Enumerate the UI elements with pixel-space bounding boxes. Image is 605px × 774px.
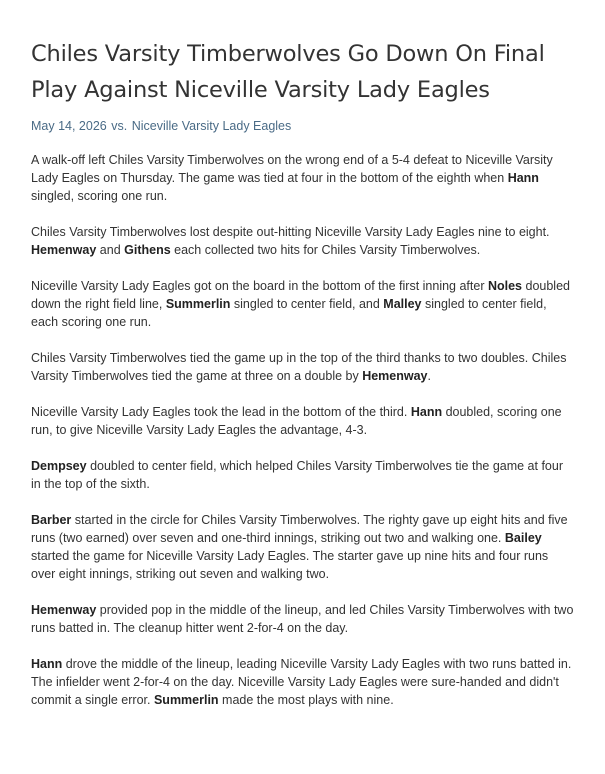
player-name: Bailey	[504, 531, 542, 545]
paragraph-text: Chiles Varsity Timberwolves tied the game up in the top of the third thanks to two doubles. Chiles Varsity Timberwolves tied the game at three on a double by	[31, 351, 567, 383]
player-name: Hemenway	[31, 243, 97, 257]
paragraph-text: Chiles Varsity Timberwolves lost despite out-hitting Niceville Varsity Lady Eagles nine to eight.	[31, 225, 550, 239]
player-name: Hann	[410, 405, 443, 419]
paragraph-text: provided pop in the middle of the lineup, and led Chiles Varsity Timberwolves with two runs batted in. The cleanup hitter went 2-for-4 on the day.	[31, 603, 574, 635]
game-date: May 14, 2026	[31, 119, 107, 133]
paragraph-text: .	[427, 369, 431, 383]
article-headline: Chiles Varsity Timberwolves Go Down On Final Play Against Niceville Varsity Lady Eagles	[31, 41, 545, 103]
paragraph-text: each collected two hits for Chiles Varsity Timberwolves.	[170, 243, 481, 257]
paragraph-text: doubled, scoring one run, to give Niceville Varsity Lady Eagles the advantage, 4-3.	[31, 405, 562, 437]
paragraph-text: made the most plays with nine.	[218, 693, 394, 707]
article-paragraph	[31, 223, 575, 259]
article-paragraph	[31, 511, 575, 583]
player-name: Barber	[31, 513, 72, 527]
article-paragraph	[31, 277, 575, 331]
paragraph-text: Niceville Varsity Lady Eagles got on the board in the bottom of the first inning after	[31, 279, 488, 293]
player-name: Hemenway	[362, 369, 428, 383]
paragraph-text: singled to center field, each scoring one run.	[31, 297, 547, 329]
article-paragraph	[31, 403, 575, 439]
paragraph-text: started the game for Niceville Varsity Lady Eagles. The starter gave up nine hits and four runs over eight innings, striking out seven and walking two.	[31, 549, 549, 581]
player-name: Hann	[31, 657, 63, 671]
article-paragraph	[31, 349, 575, 385]
paragraph-text: doubled to center field, which helped Chiles Varsity Timberwolves tie the game at four in the top of the sixth.	[31, 459, 563, 491]
player-name: Hann	[507, 171, 539, 185]
paragraph-text: Niceville Varsity Lady Eagles took the lead in the bottom of the third.	[31, 405, 411, 419]
article-body	[31, 151, 575, 709]
player-name: Malley	[383, 297, 422, 311]
paragraph-text: started in the circle for Chiles Varsity Timberwolves. The righty gave up eight hits and five runs (two earned) over seven and one-third innings, striking out two and walking one.	[31, 513, 568, 545]
player-name: Summerlin	[153, 693, 219, 707]
player-name: Dempsey	[31, 459, 87, 473]
paragraph-text: A walk-off left Chiles Varsity Timberwolves on the wrong end of a 5-4 defeat to Niceville Varsity Lady Eagles on Thursday. The game was tied at four in the bottom of the eighth when	[31, 153, 553, 185]
paragraph-text: drove the middle of the lineup, leading Niceville Varsity Lady Eagles with two runs batted in. The infielder went 2-for-4 on the day. Niceville Varsity Lady Eagles were sure-handed and didn't commit a single error.	[31, 657, 572, 707]
paragraph-text: doubled down the right field line,	[31, 279, 570, 311]
article-paragraph	[31, 655, 575, 709]
paragraph-text: singled to center field, and	[230, 297, 384, 311]
article-paragraph	[31, 457, 575, 493]
player-name: Noles	[487, 279, 523, 293]
article-paragraph	[31, 601, 575, 637]
paragraph-text: and	[96, 243, 125, 257]
player-name: Summerlin	[165, 297, 231, 311]
player-name: Githens	[124, 243, 171, 257]
article-paragraph	[31, 151, 575, 205]
paragraph-text: singled, scoring one run.	[31, 189, 168, 203]
versus-separator: vs.	[111, 119, 128, 133]
article-meta	[31, 117, 575, 135]
player-name: Hemenway	[31, 603, 97, 617]
opponent-name: Niceville Varsity Lady Eagles	[131, 119, 292, 133]
